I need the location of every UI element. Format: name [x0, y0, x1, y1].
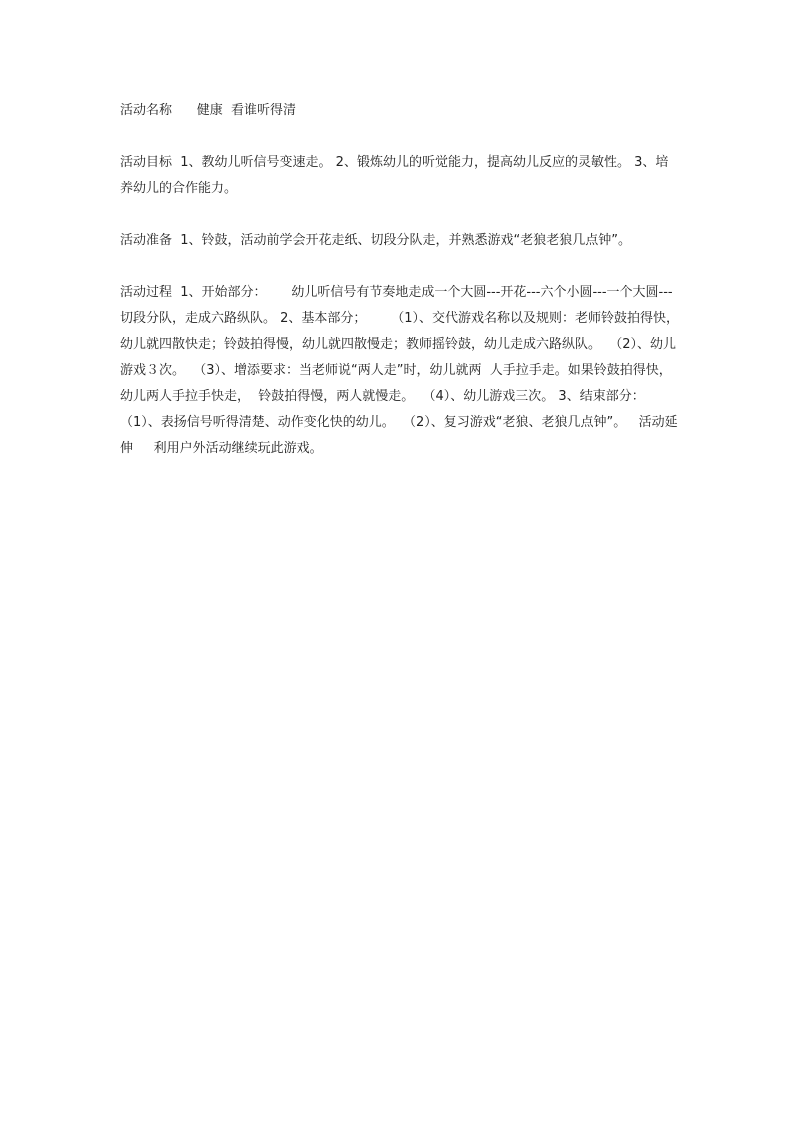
activity-preparation-paragraph: 活动准备 1、铃鼓，活动前学会开花走纸、切段分队走，并熟悉游戏“老狼老狼几点钟”。	[120, 233, 632, 248]
document-body	[120, 98, 680, 488]
activity-goals-paragraph: 活动目标 1、教幼儿听信号变速走。 2、锻炼幼儿的听觉能力，提高幼儿反应的灵敏性。 3、培养幼儿的合作能力。	[120, 155, 669, 196]
activity-name-paragraph: 活动名称 健康 看谁听得清	[120, 103, 297, 118]
activity-process-paragraph: 活动过程 1、开始部分： 幼儿听信号有节奏地走成一个大圆---开花---六个小圆---一个大圆---切段分队，走成六路纵队。 2、基本部分； （1）、交代游戏名称以及规则：老师铃鼓拍得快，幼儿就四散快走；铃鼓拍得慢，幼儿就四散慢走；教师摇铃鼓，幼儿走成六路纵队。 （2）、幼儿游戏３次。 （3）、增添要求：当老师说“两人走”时，幼儿就两 人手拉手走。如果铃鼓拍得快，幼儿两人手拉手快走， 铃鼓拍得慢，两人就慢走。 （4）、幼儿游戏三次。 3、结束部分： （1）、表扬信号听得清楚、动作变化快的幼儿。 （2）、复习游戏“老狼、老狼几点钟”。 活动延伸 利用户外活动继续玩此游戏。	[120, 285, 679, 456]
